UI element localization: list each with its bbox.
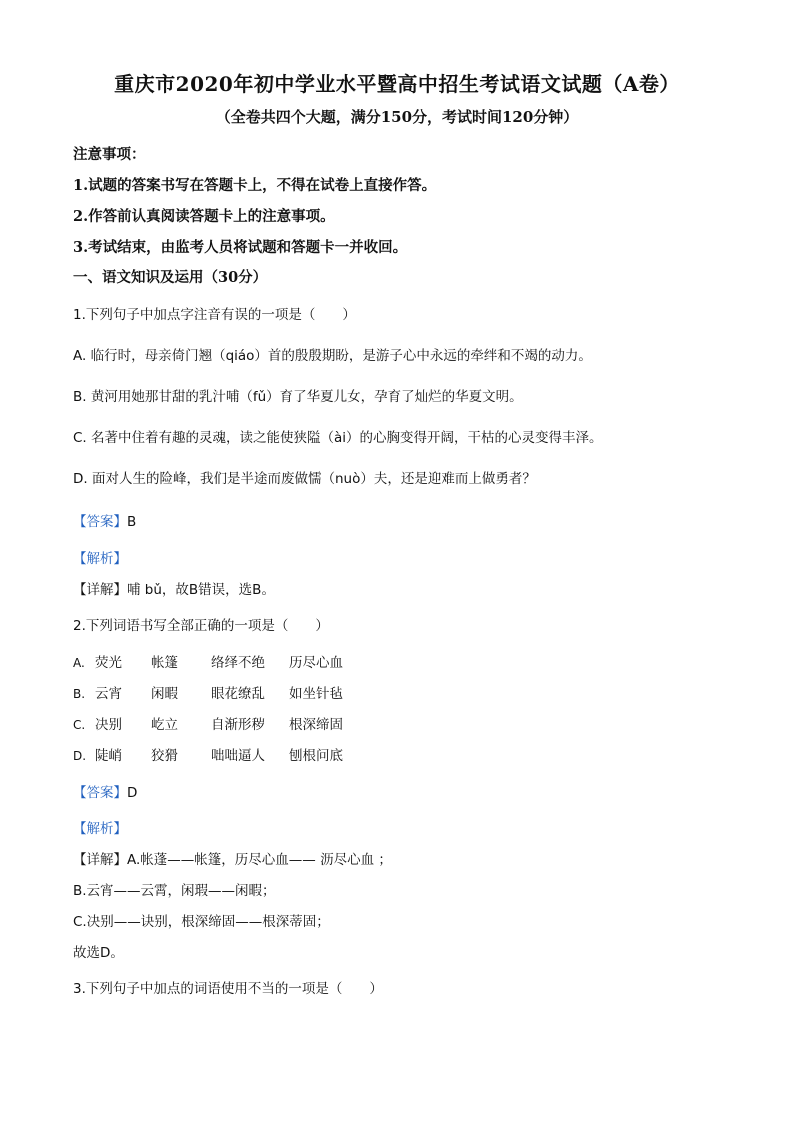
q2-stem: 2.下列词语书写全部正确的一项是（ ） [73, 618, 329, 634]
q2-detail-line-1 [73, 848, 392, 868]
option-word: 络绎不绝 [211, 655, 265, 671]
detail-text: A.帐蓬——帐篷，历尽心血—— 沥尽心血 ； [127, 852, 392, 868]
option-letter: A. [73, 656, 85, 670]
detail-text: 哺 bǔ，故B错误，选B。 [127, 582, 275, 598]
notes-item-3: 3.考试结束，由监考人员将试题和答题卡一并收回。 [73, 239, 408, 256]
option-letter: B. [73, 687, 86, 701]
q1-detail [73, 578, 275, 598]
option-word: 狡猾 [151, 748, 178, 764]
q1-analysis-heading [73, 547, 127, 567]
detail-tag: 【详解】 [73, 582, 127, 598]
analysis-tag: 【解析】 [73, 551, 127, 567]
q2-option-d [73, 744, 343, 764]
option-word: 决别 [95, 717, 122, 733]
page-title: 重庆市2020年初中学业水平暨高中招生考试语文试题（A卷） [114, 72, 680, 96]
q2-detail-line-2: B.云宵——云霄，闲瑕——闲暇； [73, 883, 276, 899]
q2-option-c [73, 713, 343, 733]
q2-option-b [73, 682, 343, 702]
q2-detail-line-4: 故选D。 [73, 945, 124, 961]
q2-option-a [73, 651, 343, 671]
option-word: 如坐针毡 [289, 686, 343, 702]
option-word: 根深缔固 [289, 717, 343, 733]
q1-option-c: C. 名著中住着有趣的灵魂，读之能使狭隘（ài）的心胸变得开阔，干枯的心灵变得丰泽。 [73, 430, 603, 446]
option-letter: C. [73, 718, 86, 732]
option-word: 咄咄逼人 [211, 748, 265, 764]
notes-heading: 注意事项： [73, 146, 146, 163]
option-word: 历尽心血 [289, 655, 343, 671]
option-word: 云宵 [95, 686, 122, 702]
section-heading: 一、语文知识及运用（30分） [73, 269, 268, 286]
analysis-tag: 【解析】 [73, 821, 127, 837]
detail-tag: 【详解】 [73, 852, 127, 868]
option-word: 帐篷 [151, 655, 178, 671]
q3-stem: 3.下列句子中加点的词语使用不当的一项是（ ） [73, 981, 383, 997]
option-word: 荧光 [95, 655, 122, 671]
q2-analysis-heading [73, 817, 127, 837]
notes-item-1: 1.试题的答案书写在答题卡上，不得在试卷上直接作答。 [73, 177, 437, 194]
option-word: 闲暇 [151, 686, 178, 702]
answer-tag: 【答案】 [73, 514, 127, 530]
page-subtitle: （全卷共四个大题，满分150分，考试时间120分钟） [215, 108, 579, 126]
answer-value: B [127, 514, 137, 530]
option-word: 陡峭 [95, 748, 122, 764]
q1-option-b: B. 黄河用她那甘甜的乳汁哺（fǔ）育了华夏儿女，孕育了灿烂的华夏文明。 [73, 389, 523, 405]
answer-value: D [127, 785, 138, 801]
answer-tag: 【答案】 [73, 785, 127, 801]
q2-answer [73, 781, 137, 801]
q1-answer [73, 510, 136, 530]
option-word: 屹立 [151, 717, 178, 733]
option-word: 自渐形秽 [211, 717, 265, 733]
option-word: 刨根问底 [289, 748, 343, 764]
q2-detail-line-3: C.决别——诀别，根深缔固——根深蒂固； [73, 914, 330, 930]
option-word: 眼花缭乱 [211, 686, 265, 702]
q1-option-d: D. 面对人生的险峰，我们是半途而废做懦（nuò）夫，还是迎难而上做勇者？ [73, 471, 536, 487]
q1-stem: 1.下列句子中加点字注音有误的一项是（ ） [73, 307, 356, 323]
option-letter: D. [73, 749, 87, 763]
notes-item-2: 2.作答前认真阅读答题卡上的注意事项。 [73, 208, 335, 225]
q1-option-a: A. 临行时，母亲倚门翘（qiáo）首的殷殷期盼，是游子心中永远的牵绊和不竭的动力。 [73, 348, 592, 364]
